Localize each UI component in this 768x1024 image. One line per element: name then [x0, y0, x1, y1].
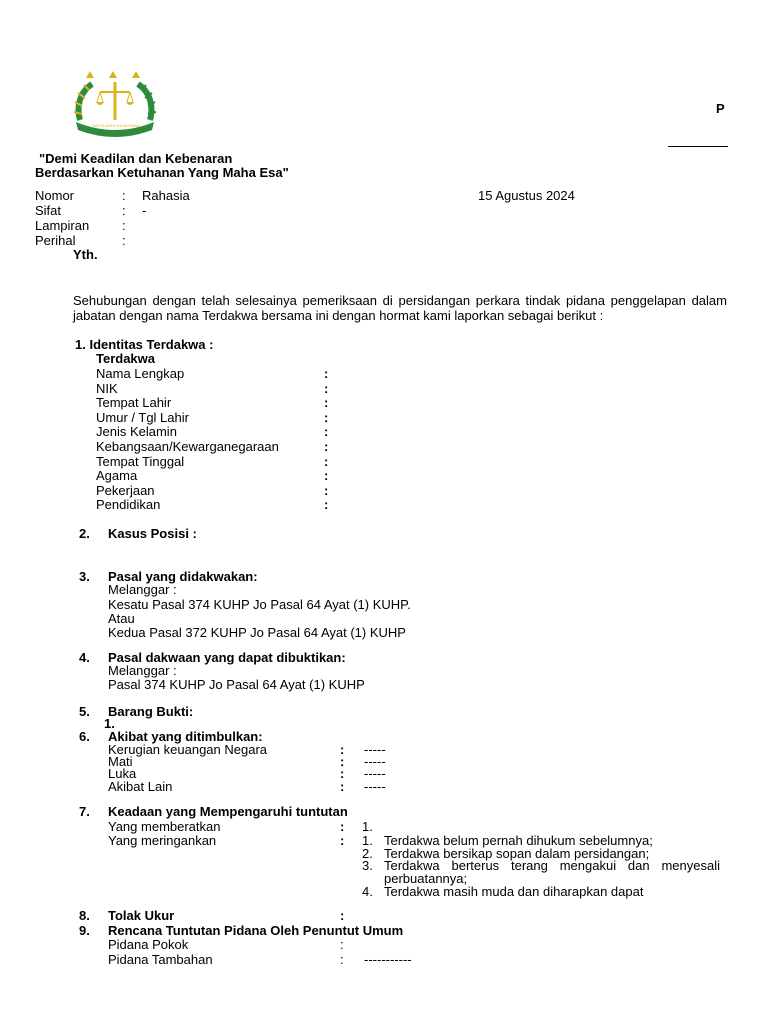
- section-2-number: 2.: [79, 526, 90, 541]
- akibat-value: -----: [364, 779, 386, 794]
- field-colon: :: [324, 410, 329, 425]
- field-colon: :: [324, 424, 329, 439]
- field-colon: :: [324, 381, 329, 396]
- field-colon: :: [324, 497, 329, 512]
- meringankan-colon: :: [340, 833, 345, 848]
- perihal-label: Perihal: [35, 233, 76, 248]
- pidana-pokok-label: Pidana Pokok: [108, 937, 189, 952]
- section-1-subheading: Terdakwa: [96, 351, 156, 366]
- logo-ribbon-text: SATYA ADHI WICAKSANA: [92, 123, 140, 128]
- section-9-number: 9.: [79, 923, 90, 938]
- akibat-label: Mati: [108, 754, 133, 769]
- section-9-title: Rencana Tuntutan Pidana Oleh Penuntut Umum: [108, 923, 404, 938]
- section-5-title: Barang Bukti:: [108, 704, 194, 719]
- memberatkan-item: 1.: [362, 819, 373, 834]
- sifat-label: Sifat: [35, 203, 62, 218]
- section-5-item: 1.: [104, 716, 115, 731]
- pidana-tambahan-value: -----------: [364, 952, 412, 967]
- section-7-number: 7.: [79, 804, 90, 819]
- pidana-tambahan-label: Pidana Tambahan: [108, 952, 213, 967]
- section-3-line: Kesatu Pasal 374 KUHP Jo Pasal 64 Ayat (1) KUHP.: [108, 597, 411, 612]
- akibat-colon: :: [340, 779, 345, 794]
- field-label: Tempat Lahir: [96, 395, 172, 410]
- section-7-title: Keadaan yang Mempengaruhi tuntutan: [108, 804, 348, 819]
- nomor-value: Rahasia: [142, 188, 190, 203]
- corner-label: P: [716, 101, 725, 116]
- section-3-number: 3.: [79, 569, 90, 584]
- motto-line-1: "Demi Keadilan dan Kebenaran: [39, 151, 233, 166]
- memberatkan-colon: :: [340, 819, 345, 834]
- section-3-line: Melanggar :: [108, 582, 177, 597]
- meringankan-item-text: Terdakwa berterus terang mengakui dan menyesali: [384, 858, 720, 873]
- sifat-value: -: [142, 203, 147, 218]
- akibat-colon: :: [340, 754, 345, 769]
- field-label: Agama: [96, 468, 138, 483]
- section-3-line: Kedua Pasal 372 KUHP Jo Pasal 64 Ayat (1) KUHP: [108, 625, 406, 640]
- akibat-label: Luka: [108, 766, 137, 781]
- akibat-value: -----: [364, 754, 386, 769]
- akibat-label: Kerugian keuangan Negara: [108, 742, 268, 757]
- section-2-title: Kasus Posisi :: [108, 526, 197, 541]
- section-4-number: 4.: [79, 650, 90, 665]
- field-colon: :: [324, 439, 329, 454]
- akibat-colon: :: [340, 766, 345, 781]
- nomor-label: Nomor: [35, 188, 75, 203]
- meringankan-label: Yang meringankan: [108, 833, 217, 848]
- section-6-title: Akibat yang ditimbulkan:: [108, 729, 263, 744]
- nomor-colon: :: [122, 188, 126, 203]
- field-label: Pekerjaan: [96, 483, 155, 498]
- lampiran-colon: :: [122, 218, 126, 233]
- field-colon: :: [324, 454, 329, 469]
- section-8-number: 8.: [79, 908, 90, 923]
- field-label: Kebangsaan/Kewarganegaraan: [96, 439, 279, 454]
- sifat-colon: :: [122, 203, 126, 218]
- section-4-title: Pasal dakwaan yang dapat dibuktikan:: [108, 650, 346, 665]
- field-label: Tempat Tinggal: [96, 454, 185, 469]
- field-colon: :: [324, 483, 329, 498]
- lampiran-label: Lampiran: [35, 218, 90, 233]
- meringankan-item-text: Terdakwa masih muda dan diharapkan dapat: [384, 884, 644, 899]
- memberatkan-label: Yang memberatkan: [108, 819, 221, 834]
- pidana-pokok-colon: :: [340, 937, 344, 952]
- meringankan-item-text: Terdakwa bersikap sopan dalam persidangan;: [384, 846, 650, 861]
- section-6-number: 6.: [79, 729, 90, 744]
- field-colon: :: [324, 366, 329, 381]
- meringankan-item-text-continued: perbuatannya;: [384, 871, 468, 886]
- meringankan-item-number: 1.: [362, 833, 373, 848]
- akibat-value: -----: [364, 742, 386, 757]
- akibat-value: -----: [364, 766, 386, 781]
- field-label: NIK: [96, 381, 118, 396]
- field-label: Umur / Tgl Lahir: [96, 410, 189, 425]
- section-8-title: Tolak Ukur: [108, 908, 175, 923]
- field-colon: :: [324, 395, 329, 410]
- section-4-line: Pasal 374 KUHP Jo Pasal 64 Ayat (1) KUHP: [108, 677, 365, 692]
- field-label: Pendidikan: [96, 497, 161, 512]
- section-3-title: Pasal yang didakwakan:: [108, 569, 258, 584]
- field-colon: :: [324, 468, 329, 483]
- akibat-label: Akibat Lain: [108, 779, 173, 794]
- meringankan-item-text: Terdakwa belum pernah dihukum sebelumnya;: [384, 833, 653, 848]
- header-divider: [668, 146, 728, 147]
- kejaksaan-emblem-logo: [70, 68, 162, 138]
- meringankan-item-number: 4.: [362, 884, 373, 899]
- motto-line-2: Berdasarkan Ketuhanan Yang Maha Esa": [35, 165, 289, 180]
- intro-paragraph: Sehubungan dengan telah selesainya pemeriksaan di persidangan perkara tindak pidana penggelapan dalam jabatan dengan nama Terdakwa bersama ini dengan hormat kami laporkan sebagai berikut :: [73, 293, 727, 323]
- section-5-number: 5.: [79, 704, 90, 719]
- section-3-line: Atau: [108, 611, 135, 626]
- akibat-colon: :: [340, 742, 345, 757]
- section-4-line: Melanggar :: [108, 663, 177, 678]
- yth-salutation: Yth.: [73, 247, 98, 262]
- perihal-colon: :: [122, 233, 126, 248]
- meringankan-item-number: 3.: [362, 858, 373, 873]
- pidana-tambahan-colon: :: [340, 952, 344, 967]
- section-8-colon: :: [340, 908, 345, 923]
- field-label: Jenis Kelamin: [96, 424, 177, 439]
- meringankan-item-number: 2.: [362, 846, 373, 861]
- field-label: Nama Lengkap: [96, 366, 185, 381]
- section-1-heading: 1. Identitas Terdakwa :: [75, 337, 214, 352]
- letter-date: 15 Agustus 2024: [478, 188, 575, 203]
